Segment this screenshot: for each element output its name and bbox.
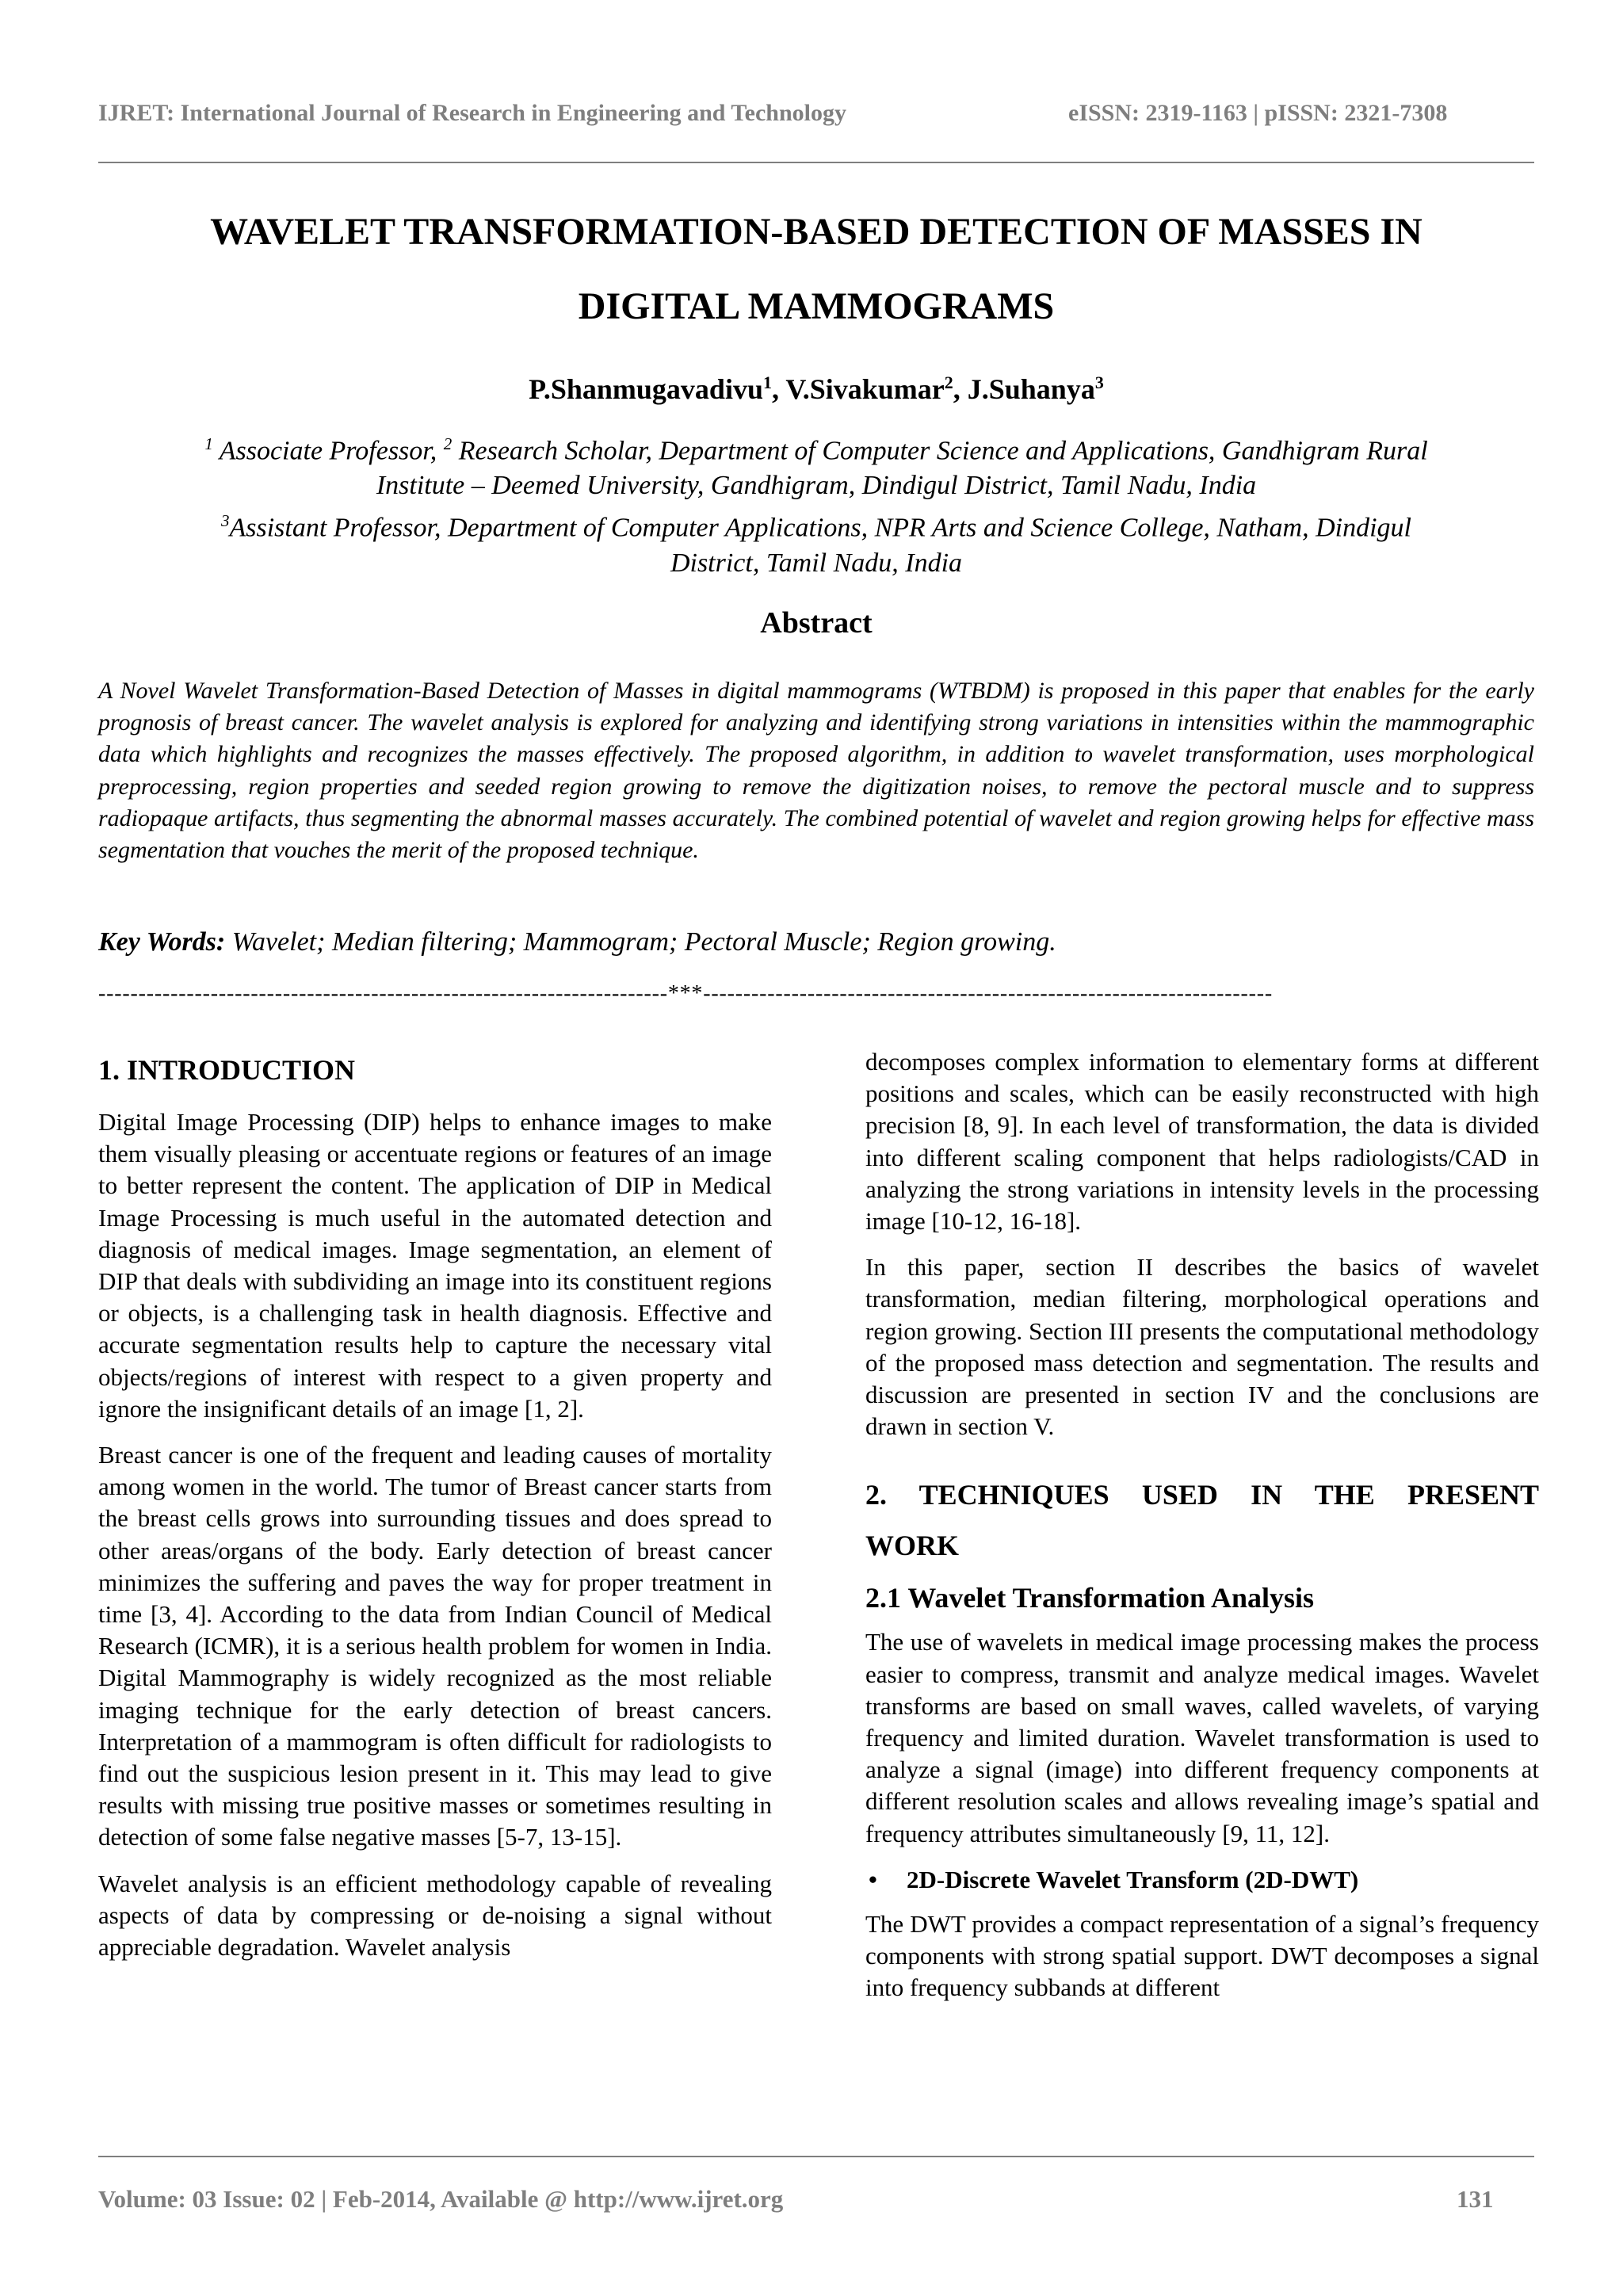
keywords-text: Wavelet; Median filtering; Mammogram; Pectoral Muscle; Region growing. (231, 927, 1056, 957)
affil-role: Associate Professor, (219, 436, 437, 466)
keywords-label: Key Words: (98, 927, 226, 957)
affil-text: Assistant Professor, Department of Computer Applications, NPR Arts and Science College, Natham, Dindigul (229, 513, 1412, 543)
keywords (98, 927, 1534, 957)
abstract-heading: Abstract (760, 606, 873, 640)
heading-line: 2. TECHNIQUES USED IN THE PRESENT (865, 1479, 1539, 1511)
bullet-item (865, 1864, 1539, 1896)
paragraph: decomposes complex information to elementary forms at different positions and scales, which can be easily reconstructed with high precision [8, 9]. In each level of transformation, the data is divided into different scaling component that helps radiologists/CAD in analyzing the strong variations in intensity levels in the processing image [10-12, 16-18]. (865, 1048, 1539, 1236)
section-heading-techniques (865, 1469, 1539, 1571)
section-heading-introduction: 1. INTRODUCTION (98, 1054, 356, 1086)
paragraph: Breast cancer is one of the frequent and leading causes of mortality among women in the world. The tumor of Breast cancer starts from the breast cells grows into surrounding tissues and does spread to other areas/organs of the body. Early detection of breast cancer minimizes the suffering and paves the way for proper treatment in time [3, 4]. According to the data from Indian Council of Medical Research (ICMR), it is a serious health problem for women in India. Digital Mammography is widely recognized as the most reliable imaging technique for the early detection of breast cancers. Interpretation of a mammogram is often difficult for radiologists to find out the suspicious lesion present in it. This may lead to give results with missing true positive masses or sometimes resulting in detection of some false negative masses [5-7, 13-15]. (98, 1441, 772, 1851)
abstract-text: A Novel Wavelet Transformation-Based Detection of Masses in digital mammograms (WTBDM) is proposed in this paper that enables for the early prognosis of breast cancer. The wavelet analysis is explored for analyzing and identifying strong variations in intensities within the mammographic data which highlights and recognizes the masses effectively. The proposed algorithm, in addition to wavelet transformation, uses morphological preprocessing, region properties and seeded region growing to remove the digitization noises, to remove the pectoral muscle and to suppress radiopaque artifacts, thus segmenting the abnormal masses accurately. The combined potential of wavelet and region growing helps for effective mass segmentation that vouches the merit of the proposed technique. (98, 678, 1534, 864)
affiliation-line: Institute – Deemed University, Gandhigram, Dindigul District, Tamil Nadu, India (376, 471, 1257, 501)
affiliation-line: District, Tamil Nadu, India (670, 548, 963, 578)
section-separator: -----------------------------------------------------------------------***----------------------------------------------------------------------- (98, 981, 1274, 1006)
affil-text: Research Scholar, Department of Computer Science and Applications, Gandhigram Rural (458, 436, 1428, 466)
page-number: 131 (1457, 2185, 1494, 2213)
affiliation-line (98, 426, 1534, 468)
issn-text: eISSN: 2319-1163 | pISSN: 2321-7308 (1068, 100, 1448, 126)
heading-line: WORK (865, 1530, 960, 1562)
paragraph: Digital Image Processing (DIP) helps to enhance images to make them visually pleasing or accentuate regions or features of an image to better represent the content. The application of DIP in Medical Image Processing is much useful in the automated detection and diagnosis of medical images. Image segmentation, an element of DIP that deals with subdividing an image into its constituent regions or objects, is a challenging task in health diagnosis. Effective and accurate segmentation results help to capture the necessary vital objects/regions of interest with respect to a given property and ignore the insignificant details of an image [1, 2]. (98, 1108, 772, 1423)
affil-sup: 2 (443, 434, 453, 453)
author-name: V.Sivakumar (785, 373, 945, 405)
author-sup: 3 (1094, 372, 1104, 392)
title-line-1: WAVELET TRANSFORMATION-BASED DETECTION OF MASSES IN (210, 211, 1423, 253)
author-sup: 2 (944, 372, 953, 392)
paragraph: In this paper, section II describes the basics of wavelet transformation, median filtering, morphological operations and region growing. Section III presents the computational methodology of the proposed mass detection and segmentation. The results and discussion are presented in section IV and the conclusions are drawn in section V. (865, 1253, 1539, 1441)
paragraph: Wavelet analysis is an efficient methodology capable of revealing aspects of data by compressing or de-noising a signal without appreciable degradation. Wavelet analysis (98, 1869, 772, 1962)
paper-title (98, 195, 1534, 344)
bullet-text: 2D-Discrete Wavelet Transform (2D-DWT) (907, 1865, 1359, 1893)
affil-sup: 1 (204, 434, 213, 453)
left-column (98, 1045, 772, 1977)
footer-text: Volume: 03 Issue: 02 | Feb-2014, Available @ http://www.ijret.org (98, 2185, 784, 2213)
right-column (865, 1046, 1539, 2019)
bullet-icon: • (869, 1865, 877, 1893)
affiliation-line (98, 503, 1534, 545)
paragraph: The use of wavelets in medical image processing makes the process easier to compress, transmit and analyze medical images. Wavelet transforms are based on small waves, called wavelets, of varying frequency and limited duration. Wavelet transformation is used to analyze a signal (image) into different frequency components at different resolution scales and allows revealing image’s spatial and frequency attributes simultaneously [9, 11, 12]. (865, 1628, 1539, 1847)
author-sup: 1 (762, 372, 772, 392)
title-line-2: DIGITAL MAMMOGRAMS (578, 285, 1055, 327)
paragraph: The DWT provides a compact representation of a signal’s frequency components with strong spatial support. DWT decomposes a signal into frequency subbands at different (865, 1910, 1539, 2002)
header-rule (98, 162, 1534, 163)
author-name: J.Suhanya (967, 373, 1095, 405)
journal-name: IJRET: International Journal of Research in Engineering and Technology (98, 100, 847, 126)
subsection-heading: 2.1 Wavelet Transformation Analysis (865, 1582, 1315, 1614)
affiliations (98, 426, 1534, 581)
author-name: P.Shanmugavadivu (529, 373, 763, 405)
footer-rule (98, 2156, 1534, 2157)
affil-sup: 3 (220, 511, 230, 531)
author-list: P.Shanmugavadivu$^1$, V.Sivakumar$^2$, J.Suhanya$^3$ (529, 372, 1104, 405)
